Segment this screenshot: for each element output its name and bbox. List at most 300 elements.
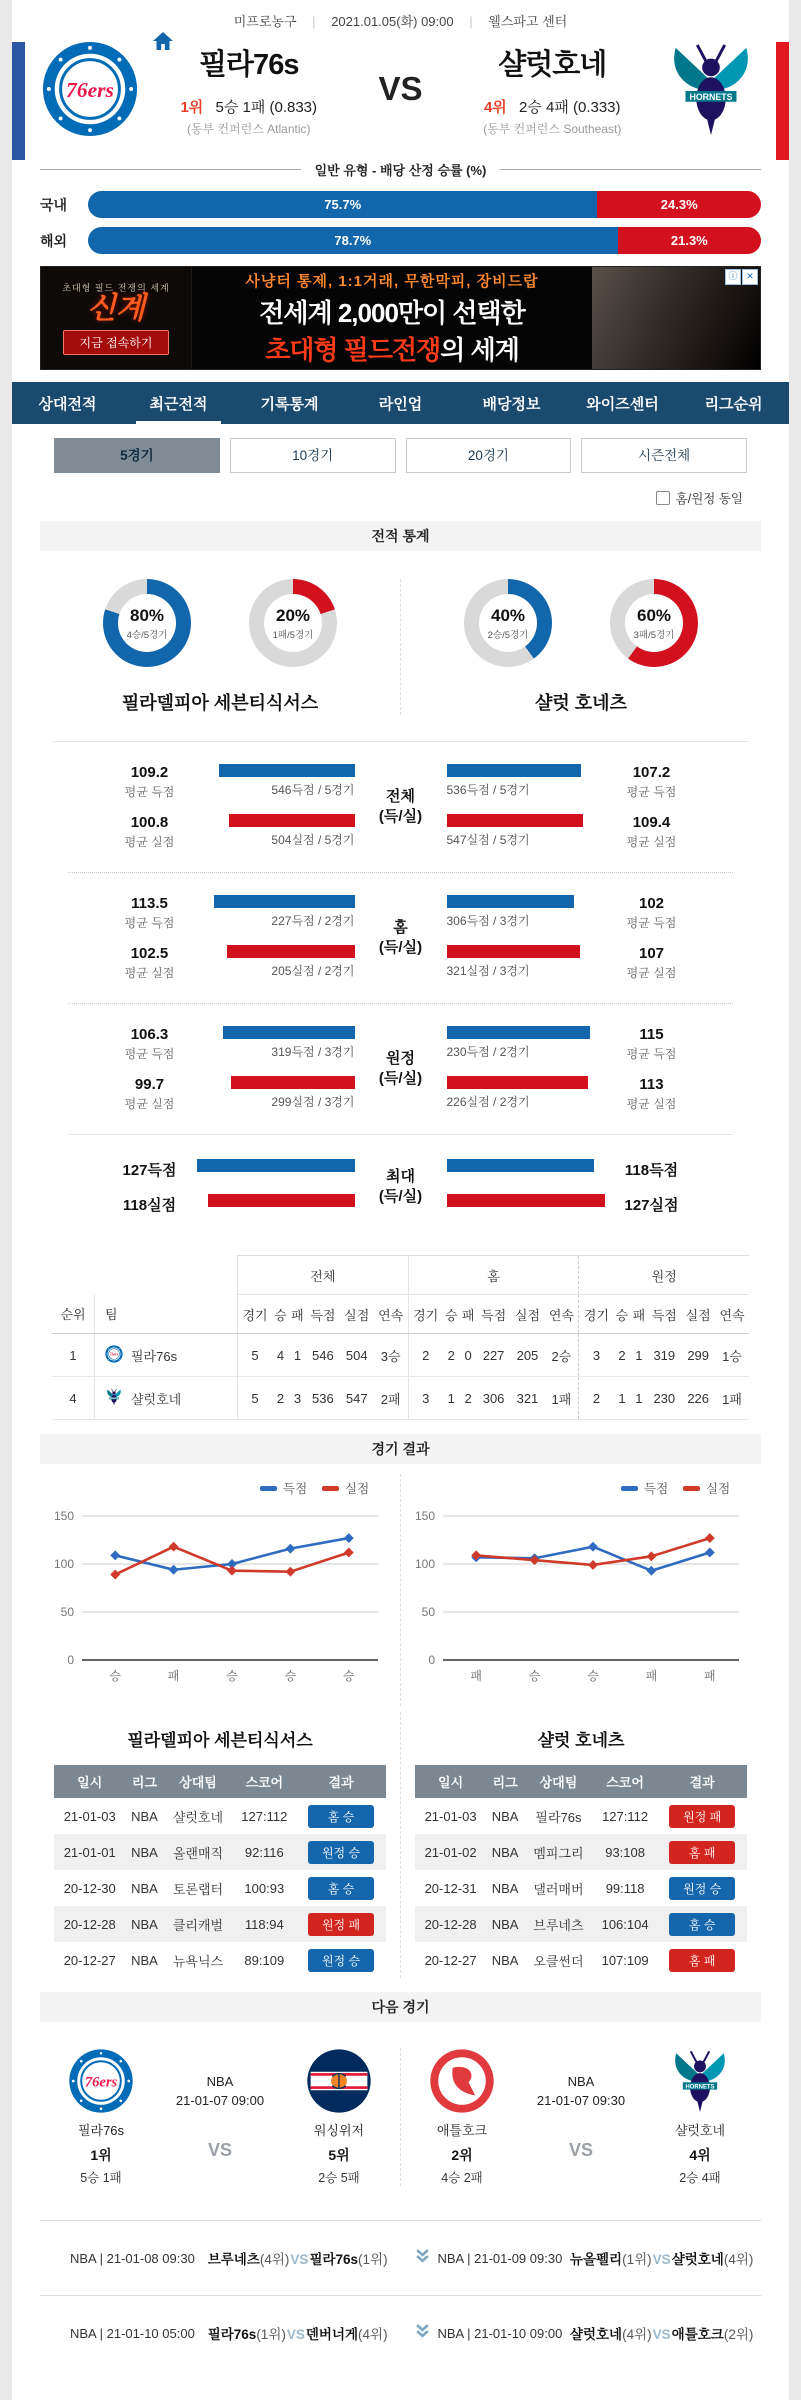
standings-group-전체: 전체 — [238, 1256, 409, 1295]
compare-barwrap — [447, 895, 609, 929]
filter-button-3[interactable]: 20경기 — [406, 438, 572, 473]
compare-barwrap — [447, 814, 609, 848]
compare-avg-value: 113 — [639, 1076, 664, 1093]
result-opponent: 멤피그리 — [524, 1834, 593, 1870]
nav-tab-5[interactable] — [456, 382, 567, 424]
results-row — [54, 1798, 386, 1834]
result-cell — [657, 1906, 747, 1942]
compare-row-label — [355, 1049, 447, 1089]
schedule-item[interactable] — [40, 2296, 401, 2370]
schedule-vs-label: VS — [652, 2327, 671, 2342]
compare-barwrap — [193, 1076, 355, 1110]
svg-text:득점: 득점 — [283, 1482, 308, 1496]
standings-group-원정: 원정 — [579, 1256, 749, 1295]
standings-stat: 1 — [613, 1377, 630, 1420]
svg-text:승: 승 — [226, 1669, 238, 1683]
odds-home-segment: 75.7% — [88, 191, 597, 218]
compare-bar-caption: 299실점 / 3경기 — [271, 1095, 355, 1109]
result-date: 20-12-30 — [63, 1880, 116, 1896]
result-badge: 원정 승 — [308, 1841, 374, 1864]
result-league: NBA — [486, 1834, 524, 1870]
compare-avg-value: 107.2 — [632, 764, 671, 781]
compare-side-right — [447, 764, 695, 850]
standings-team-name: 필라76s — [131, 1348, 178, 1364]
compare-row-label — [355, 918, 447, 958]
result-cell — [296, 1798, 386, 1834]
compare-bar-score — [447, 764, 581, 777]
league-name: 미프로농구 — [233, 14, 297, 29]
standings-stat: 227 — [477, 1334, 511, 1377]
result-cell — [296, 1906, 386, 1942]
away-team-rank: 4위 — [483, 98, 507, 116]
compare-bar-allow — [229, 814, 355, 827]
standings-stat: 1 — [630, 1334, 647, 1377]
donut-percent: 20% — [275, 605, 311, 625]
compare-line-allow — [447, 945, 695, 981]
compare-avg — [107, 1026, 193, 1062]
compare-barwrap — [193, 895, 355, 929]
max-value-label: 127실점 — [624, 1197, 679, 1214]
section-title-record-stats: 전적 통계 — [40, 521, 761, 551]
schedule-item[interactable] — [401, 2296, 762, 2370]
result-cell — [296, 1870, 386, 1906]
compare-side-left — [107, 764, 355, 850]
nav-tab-4[interactable] — [345, 382, 456, 424]
donut-half-home — [40, 579, 400, 715]
filter-button-4[interactable]: 시즌전체 — [581, 438, 747, 473]
results-col-리그: 리그 — [486, 1765, 524, 1798]
compare-line-score — [107, 895, 355, 931]
col-header-승: 승 — [613, 1295, 630, 1334]
compare-bar-score — [214, 895, 355, 908]
compare-side-left — [107, 895, 355, 981]
results-col-상대팀: 상대팀 — [524, 1765, 593, 1798]
next-team-logo — [403, 2048, 521, 2114]
results-half-home — [40, 1712, 400, 1978]
page — [12, 0, 789, 2400]
next-team-rank: 5위 — [328, 2147, 350, 2163]
schedule-vs-label: VS — [286, 2327, 305, 2342]
next-games — [40, 2048, 761, 2186]
nav-tab-label: 최근전적 — [136, 383, 222, 424]
home-team-rank: 1위 — [180, 98, 204, 116]
svg-text:패: 패 — [645, 1669, 658, 1683]
result-score: 99:118 — [605, 1880, 645, 1896]
standings-stat: 321 — [511, 1377, 545, 1420]
result-badge: 원정 승 — [669, 1877, 735, 1900]
result-date: 20-12-28 — [415, 1906, 486, 1942]
home-team-logo — [38, 40, 142, 138]
sixers-logo-icon — [41, 40, 139, 138]
ad-cta-button[interactable]: 지금 접속하기 — [63, 330, 170, 355]
filter-button-2[interactable]: 10경기 — [230, 438, 396, 473]
line-chart-svg — [40, 1474, 400, 1706]
compare-row-title: 전체 — [386, 788, 415, 805]
max-bar — [447, 1159, 594, 1172]
schedule-item[interactable] — [401, 2221, 762, 2295]
standings-stat: 2 — [579, 1377, 614, 1420]
compare-bar-caption: 321실점 / 3경기 — [446, 964, 530, 978]
standings-stat: 230 — [647, 1377, 681, 1420]
col-header-승: 승 — [443, 1295, 460, 1334]
next-match-2 — [400, 2048, 761, 2186]
col-header-team: 팀 — [95, 1295, 238, 1334]
max-value-label: 127득점 — [122, 1162, 177, 1179]
results-head — [415, 1765, 747, 1798]
next-match-center — [160, 2048, 280, 2161]
standings-team-name: 샬럿호네 — [131, 1391, 182, 1407]
compare-avg-caption: 평균 실점 — [124, 966, 175, 980]
results-row — [415, 1798, 747, 1834]
next-match-vs: VS — [207, 2140, 232, 2160]
results-row — [54, 1870, 386, 1906]
svg-text:승: 승 — [587, 1669, 599, 1683]
standings-team-cell — [95, 1388, 237, 1409]
schedule-league-date: NBA | 21-01-09 09:30 — [437, 2250, 563, 2266]
compare-bar-allow — [231, 1076, 355, 1089]
nav-tab-7[interactable] — [678, 382, 789, 424]
compare-row-subtitle: (득/실) — [378, 808, 423, 825]
schedule-league-date: NBA | 21-01-10 05:00 — [70, 2325, 195, 2341]
next-team-left — [42, 2048, 160, 2186]
main-nav — [12, 382, 789, 424]
home-away-filter-row — [12, 489, 743, 507]
compare-bar-allow — [447, 1076, 588, 1089]
standings-team-cell — [95, 1345, 237, 1366]
schedule-item[interactable] — [40, 2221, 401, 2295]
col-header-경기: 경기 — [579, 1295, 614, 1334]
results-body — [415, 1798, 747, 1978]
match-meta — [12, 0, 789, 34]
results-col-스코어: 스코어 — [233, 1765, 297, 1798]
upcoming-schedule — [40, 2220, 761, 2370]
win-rate-donut — [610, 579, 698, 667]
schedule-row-2 — [40, 2295, 761, 2370]
home-team-record: 5승 1패 (0.833) — [215, 98, 318, 116]
result-score: 92:116 — [233, 1834, 297, 1870]
compare-bar-caption: 205실점 / 2경기 — [271, 964, 355, 978]
results-row — [415, 1942, 747, 1978]
results-table-title: 샬럿 호네츠 — [537, 1731, 625, 1750]
compare-avg-caption: 평균 실점 — [124, 835, 175, 849]
compare-bar-allow — [447, 945, 580, 958]
standings-row — [52, 1377, 749, 1420]
compare-avg — [609, 1076, 695, 1112]
nav-tab-label: 라인업 — [378, 395, 423, 413]
result-cell — [657, 1798, 747, 1834]
results-row — [54, 1834, 386, 1870]
col-header-연속: 연속 — [374, 1295, 409, 1334]
result-badge: 홈 승 — [669, 1913, 735, 1936]
compare-barwrap — [193, 764, 355, 798]
result-opponent: 샬럿호네 — [172, 1809, 224, 1825]
compare-row-subtitle: (득/실) — [378, 1188, 423, 1205]
result-league: NBA — [131, 1808, 158, 1824]
filter-button-1[interactable]: 5경기 — [54, 438, 220, 473]
sixers-logo-icon — [68, 2048, 134, 2114]
schedule-vs-label: VS — [290, 2252, 309, 2267]
standings-stat: 2 — [408, 1334, 443, 1377]
compare-line-score — [107, 764, 355, 800]
result-date: 21-01-03 — [63, 1808, 116, 1824]
compare-line-max — [107, 1194, 355, 1215]
schedule-team-left-rank: (1위) — [622, 2252, 652, 2267]
compare-barwrap — [447, 1026, 609, 1060]
compare-bar-score — [447, 1026, 590, 1039]
result-badge: 홈 패 — [669, 1841, 735, 1864]
compare-line-score — [447, 764, 695, 800]
schedule-team-right: 샬럿호네 — [671, 2252, 724, 2267]
col-header-득점: 득점 — [306, 1295, 340, 1334]
results-col-일시: 일시 — [415, 1765, 486, 1798]
col-header-득점: 득점 — [647, 1295, 681, 1334]
schedule-league-date: NBA | 21-01-10 09:00 — [437, 2325, 563, 2341]
donut-center-label — [479, 594, 537, 652]
col-header-경기: 경기 — [238, 1295, 273, 1334]
svg-text:50: 50 — [60, 1605, 74, 1619]
svg-text:HORNETS: HORNETS — [685, 2084, 715, 2091]
donut-sublabel: 4승/5경기 — [126, 629, 168, 641]
standings-row — [52, 1334, 749, 1377]
svg-text:100: 100 — [53, 1557, 74, 1571]
schedule-league-date: NBA | 21-01-08 09:30 — [70, 2250, 195, 2266]
donut-sublabel: 3패/5경기 — [633, 629, 675, 641]
result-date: 21-01-02 — [415, 1834, 486, 1870]
nav-tab-1[interactable] — [12, 382, 123, 424]
ad-copy — [192, 267, 592, 369]
next-team-logo — [42, 2048, 160, 2114]
schedule-team-left-rank: (1위) — [256, 2327, 286, 2342]
result-league: NBA — [131, 1952, 158, 1968]
schedule-team-left-rank: (4위) — [259, 2252, 290, 2267]
compare-barwrap — [193, 1026, 355, 1060]
compare-avg-caption: 평균 실점 — [626, 835, 677, 849]
compare-barwrap — [447, 764, 609, 798]
compare-avg-caption: 평균 실점 — [124, 1097, 175, 1111]
compare-avg-value: 109.4 — [632, 814, 671, 831]
result-charts — [40, 1474, 761, 1706]
compare-row-max — [68, 1135, 733, 1225]
home-team-name: 필라76s — [199, 48, 299, 81]
next-match-datetime: 21-01-07 09:30 — [536, 2093, 626, 2108]
ad-logo-panel — [41, 267, 192, 369]
checkbox-icon[interactable] — [656, 491, 670, 505]
compare-side-right — [447, 895, 695, 981]
standings-stat: 3승 — [374, 1334, 409, 1377]
max-bar — [447, 1194, 605, 1207]
compare-avg — [107, 945, 193, 981]
compare-bar-allow — [447, 814, 583, 827]
venue: 웰스파고 센터 — [488, 14, 568, 29]
compare-avg-value: 106.3 — [130, 1026, 169, 1043]
compare-avg-value: 107 — [638, 945, 665, 962]
compare-avg — [107, 895, 193, 931]
standings-team — [95, 1377, 238, 1420]
next-team-name: 워싱위저 — [313, 2123, 365, 2138]
ad-line2: 전세계 2,000만이 선택한 — [259, 297, 525, 328]
col-header-실점: 실점 — [681, 1295, 715, 1334]
next-team-record: 4승 2패 — [441, 2171, 483, 2185]
nav-tab-2[interactable] — [123, 382, 234, 424]
schedule-team-right-rank: (4위) — [723, 2252, 754, 2267]
max-value-label: 118득점 — [624, 1162, 679, 1179]
donut-sublabel: 1패/5경기 — [272, 629, 314, 641]
result-date: 20-12-27 — [424, 1952, 477, 1968]
nav-tab-6[interactable] — [567, 382, 678, 424]
home-icon[interactable] — [151, 30, 175, 57]
compare-barwrap — [193, 945, 355, 979]
col-header-패: 패 — [289, 1295, 306, 1334]
compare-row-label — [355, 787, 447, 827]
schedule-team-left-rank: (4위) — [622, 2327, 652, 2342]
next-match-vs: VS — [568, 2140, 593, 2160]
result-badge: 원정 패 — [669, 1805, 735, 1828]
schedule-team-right: 애틀호크 — [671, 2327, 724, 2342]
away-team-logo — [659, 40, 763, 138]
result-opponent: 뉴욕닉스 — [172, 1953, 224, 1969]
standings-stat: 2 — [460, 1377, 477, 1420]
results-col-리그: 리그 — [125, 1765, 163, 1798]
next-team-left — [403, 2048, 521, 2186]
ad-close-icon[interactable]: ✕ — [742, 269, 758, 285]
team-full-name-home: 필라델피아 세븐티식서스 — [121, 693, 319, 713]
standings-rank: 4 — [52, 1377, 95, 1420]
odds-away-segment: 24.3% — [597, 191, 761, 218]
compare-avg — [609, 895, 695, 931]
compare-bar-allow — [227, 945, 355, 958]
svg-text:패: 패 — [167, 1669, 180, 1683]
compare-avg-caption: 평균 실점 — [626, 1097, 677, 1111]
ad-banner[interactable] — [40, 266, 761, 370]
result-league: NBA — [125, 1906, 163, 1942]
compare-bar-caption: 230득점 / 2경기 — [446, 1045, 530, 1059]
schedule-matchup — [562, 2323, 761, 2343]
separator: | — [469, 14, 473, 29]
next-match-1 — [40, 2048, 400, 2186]
result-cell — [657, 1942, 747, 1978]
next-team-logo — [280, 2048, 398, 2114]
schedule-team-right-rank: (2위) — [723, 2327, 754, 2342]
schedule-team-left: 브루네츠 — [207, 2252, 260, 2267]
next-match-center — [521, 2048, 641, 2161]
donut-center-label — [118, 594, 176, 652]
win-rate-donut — [464, 579, 552, 667]
max-value-label: 118실점 — [122, 1197, 177, 1214]
compare-line-allow — [447, 814, 695, 850]
result-badge: 홈 패 — [669, 1949, 735, 1972]
standings-stat: 1패 — [715, 1377, 749, 1420]
result-chart-away — [400, 1474, 761, 1706]
compare-line-allow — [107, 945, 355, 981]
col-header-패: 패 — [460, 1295, 477, 1334]
compare-row-title: 홈 — [393, 919, 408, 936]
double-chevron-down-icon — [415, 2323, 430, 2343]
svg-text:패: 패 — [470, 1669, 482, 1683]
result-score: 100:93 — [244, 1880, 285, 1896]
standings-header-row — [52, 1295, 749, 1334]
compare-row-원정 — [68, 1004, 733, 1135]
results-col-상대팀: 상대팀 — [163, 1765, 232, 1798]
standings-blank-cell — [52, 1256, 238, 1295]
result-tables — [40, 1712, 761, 1978]
next-team-rank: 4위 — [689, 2147, 711, 2163]
ad-info-icon[interactable]: ⓘ — [725, 269, 741, 285]
svg-text:76ers: 76ers — [66, 77, 114, 102]
donut-center-label — [264, 594, 322, 652]
result-date: 21-01-01 — [54, 1834, 125, 1870]
result-league: NBA — [131, 1880, 158, 1896]
compare-barwrap — [447, 1076, 609, 1110]
next-match-datetime: 21-01-07 09:00 — [175, 2093, 265, 2108]
standings-body — [52, 1334, 749, 1420]
standings-stat: 3 — [579, 1334, 614, 1377]
donut-center-label — [625, 594, 683, 652]
result-cell — [657, 1870, 747, 1906]
standings-stat: 0 — [460, 1334, 477, 1377]
compare-avg-value: 115 — [639, 1026, 664, 1043]
compare-avg-caption: 평균 실점 — [626, 966, 677, 980]
col-header-패: 패 — [630, 1295, 647, 1334]
compare-barwrap — [193, 1159, 355, 1172]
compare-bar-score — [219, 764, 355, 777]
win-rate-donut — [103, 579, 191, 667]
standings-rank: 1 — [52, 1334, 95, 1377]
donut-percent: 80% — [129, 605, 165, 625]
svg-text:승: 승 — [109, 1669, 121, 1683]
compare-barwrap — [447, 1159, 609, 1172]
odds-home-segment: 78.7% — [88, 227, 618, 254]
ad-small-text: 초대형 필드 전쟁의 세계 — [62, 283, 170, 293]
compare-side-right — [447, 1026, 695, 1112]
results-row — [54, 1906, 386, 1942]
next-team-rank: 2위 — [451, 2147, 473, 2163]
compare-side-left — [107, 1026, 355, 1112]
compare-bar-caption: 306득점 / 3경기 — [446, 914, 530, 928]
results-table — [54, 1765, 386, 1978]
donut-percent: 40% — [490, 605, 526, 625]
section-title-game-results: 경기 결과 — [40, 1434, 761, 1464]
match-datetime: 2021.01.05(화) 09:00 — [331, 14, 454, 29]
hawks-logo-icon — [429, 2048, 495, 2114]
odds-away-segment: 21.3% — [618, 227, 761, 254]
double-chevron-down-icon — [415, 2248, 430, 2268]
svg-text:HORNETS: HORNETS — [689, 91, 733, 102]
compare-avg-value: 113.5 — [131, 895, 168, 912]
result-opponent: 댈러매버 — [533, 1881, 584, 1897]
svg-text:승: 승 — [528, 1669, 541, 1683]
compare-avg — [609, 814, 695, 850]
schedule-team-right: 덴버너게 — [305, 2327, 359, 2342]
svg-text:실점: 실점 — [706, 1482, 731, 1496]
compare-avg-value: 99.7 — [134, 1076, 165, 1093]
sixers-logo-icon — [105, 1345, 123, 1363]
result-league: NBA — [491, 1880, 519, 1896]
nav-tab-3[interactable] — [234, 382, 345, 424]
ad-game-logo: 신계 — [87, 292, 145, 325]
line-chart-svg — [401, 1474, 761, 1706]
nav-tab-label: 기록통계 — [260, 395, 319, 413]
schedule-row-1 — [40, 2220, 761, 2295]
result-cell — [296, 1942, 386, 1978]
standings-stat: 306 — [477, 1377, 511, 1420]
standings-group-row — [52, 1256, 749, 1295]
col-header-득점: 득점 — [477, 1295, 511, 1334]
svg-text:0: 0 — [67, 1653, 74, 1667]
result-league: NBA — [125, 1834, 163, 1870]
next-team-record: 5승 1패 — [80, 2171, 122, 2185]
result-score: 106:104 — [593, 1906, 658, 1942]
compare-avg-caption: 평균 득점 — [124, 916, 175, 930]
